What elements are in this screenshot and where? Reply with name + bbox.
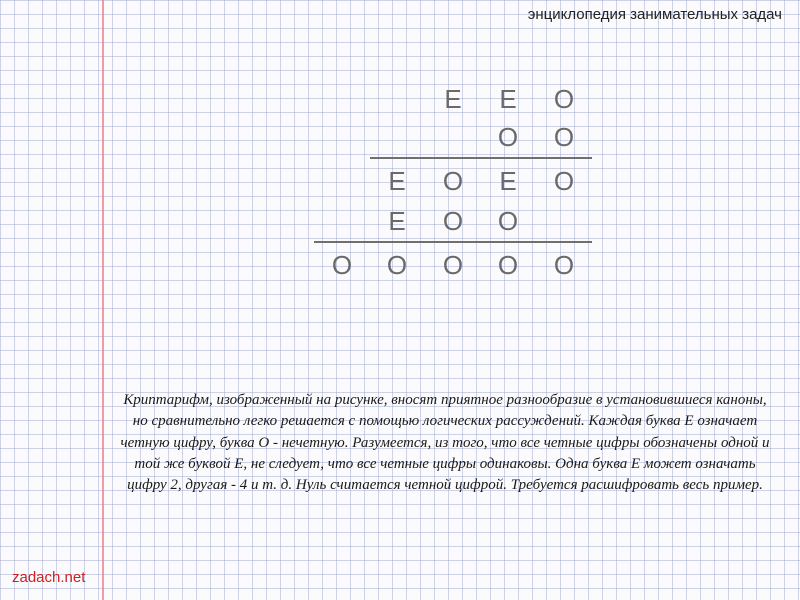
puzzle-cell: E [388,166,406,196]
problem-description: Криптарифм, изображенный на рисунке, вносят приятное разнообразие в установившиеся каноны, но сравнительно легко решается с помощью логических рассуждений. Каждая буква Е означает четную цифру, буква О - нечетную. Разумеется, из того, что все четные цифры обозначены одной и той же буквой Е, не следует, что все четные цифры одинаковы. Одна буква Е может означать цифру 2, другая - 4 и т. д. Нуль считается четной цифрой. Требуется расшифровать весь пример. [120,392,770,494]
puzzle-cell: O [442,250,464,280]
puzzle-cell: O [553,250,575,280]
puzzle-cell: E [499,84,517,114]
puzzle-cell: O [497,250,519,280]
puzzle-cell: O [331,250,353,280]
puzzle-cell: E [499,166,517,196]
header-title: энциклопедия занимательных задач [527,6,782,23]
site-link[interactable]: zadach.net [12,569,86,586]
puzzle-cell: O [553,122,575,152]
puzzle-cell: O [442,166,464,196]
puzzle-cell: E [444,84,462,114]
puzzle-cell: O [386,250,408,280]
puzzle-cell: O [553,84,575,114]
puzzle-cell: E [388,206,406,236]
puzzle-cell: O [442,206,464,236]
puzzle-cell: O [497,206,519,236]
puzzle-cell: O [553,166,575,196]
puzzle-cell: O [497,122,519,152]
multiplication-line [370,157,592,159]
sum-line [314,241,592,243]
